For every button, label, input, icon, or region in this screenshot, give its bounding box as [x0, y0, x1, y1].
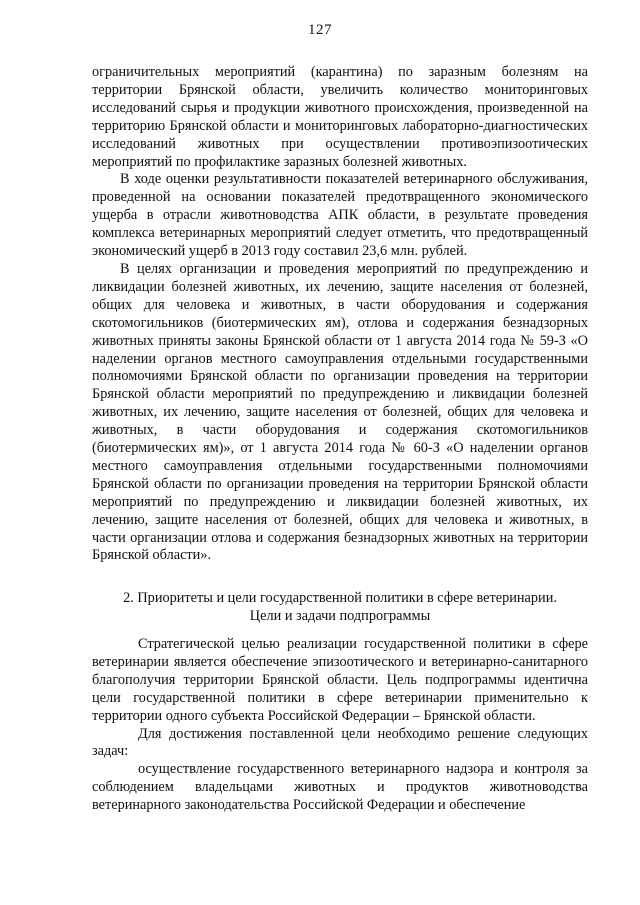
section-heading-line-1: 2. Приоритеты и цели государственной политики в сфере ветеринарии. — [123, 590, 557, 606]
section-heading-line-2: Цели и задачи подпрограммы — [249, 607, 431, 624]
document-body — [92, 64, 588, 565]
paragraph-task-supervision: осуществление государственного ветеринарного надзора и контроля за соблюдением владельцами животных и продуктов животноводства ветеринарного законодательства Российской Федерации и обеспечение — [92, 761, 588, 814]
paragraph-tasks-intro: Для достижения поставленной цели необходимо решение следующих задач: — [92, 725, 588, 760]
paragraph-strategic-goal: Стратегической целью реализации государственной политики в сфере ветеринарии является обеспечение эпизоотического и ветеринарно-санитарного благополучия территории Брянской области. Цель подпрограммы идентична цели государственной политики в сфере ветеринарии применительно к территории одного субъекта Российской Федерации – Брянской области. — [92, 636, 588, 724]
paragraph-continuation: ограничительных мероприятий (карантина) по заразным болезням на территории Брянской области, увеличить количество мониторинговых исследований сырья и продукции животного происхождения, произведенной на территорию Брянской области и мониторинговых лабораторно-диагностических исследований животных при осуществлении противоэпизоотических мероприятий по профилактике заразных болезней животных. — [92, 64, 588, 170]
paragraph-laws: В целях организации и проведения мероприятий по предупреждению и ликвидации болезней животных, их лечению, защите населения от болезней, общих для человека и животных, в части оборудования и содержания скотомогильников (биотермических ям), отлова и содержания безнадзорных животных приняты законы Брянской области от 1 августа 2014 года № 59-З «О наделении органов местного самоуправления отдельными государственными полномочиями Брянской области по организации проведения на территории Брянской области мероприятий по предупреждению и ликвидации болезней животных, их лечению, защите населения от болезней, общих для человека и животных, в части оборудования и содержания скотомогильников (биотермических ям)», от 1 августа 2014 года № 60-З «О наделении органов местного самоуправления отдельными государственными полномочиями Брянской области по организации проведения на территории Брянской области мероприятий по предупреждению и ликвидации болезней животных, их лечению, защите населения от болезней, общих для человека и животных, в части организации отлова и содержания безнадзорных животных на территории Брянской области». — [92, 260, 588, 564]
page-number: 127 — [308, 22, 332, 38]
paragraph-evaluation: В ходе оценки результативности показателей ветеринарного обслуживания, проведенной на основании показателей предотвращенного экономического ущерба в отрасли животноводства АПК области, в результате проведения комплекса ветеринарных мероприятий следует отметить, что предотвращенный экономический ущерб в 2013 году составил 23,6 млн. рублей. — [92, 171, 588, 260]
section-heading — [92, 590, 588, 626]
section-body — [92, 636, 588, 815]
